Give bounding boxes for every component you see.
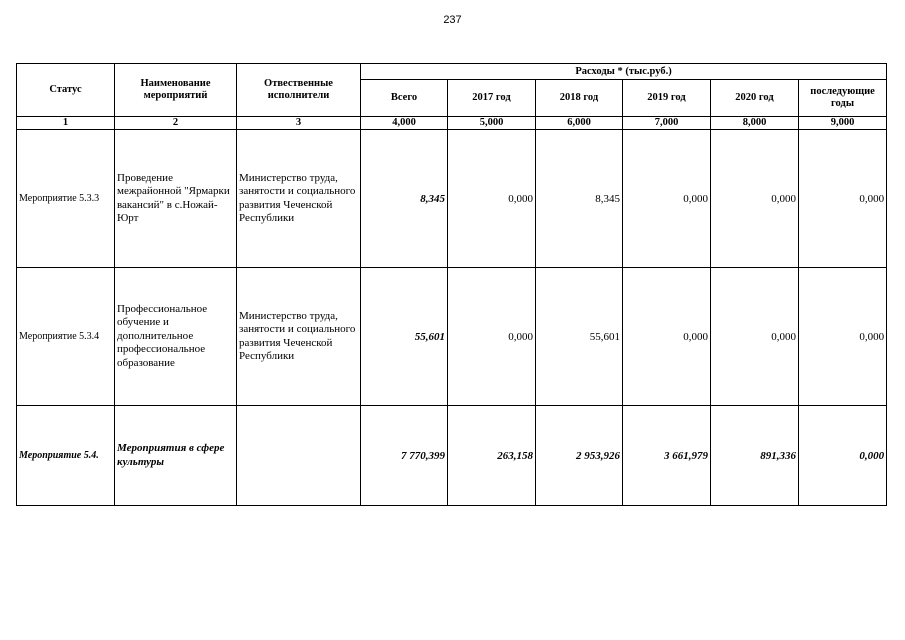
- row-name: Проведение межрайонной "Ярмарки вакансий" в с.Ножай-Юрт: [115, 130, 237, 268]
- row-2019: 0,000: [623, 130, 711, 268]
- row-2017: 0,000: [448, 268, 536, 406]
- row-2018: 8,345: [536, 130, 623, 268]
- row-following: 0,000: [799, 130, 887, 268]
- row-executor: Министерство труда, занятости и социального развития Чеченской Республики: [237, 130, 361, 268]
- row-2018: 2 953,926: [536, 406, 623, 506]
- table-row: [17, 406, 887, 506]
- row-following: 0,000: [799, 406, 887, 506]
- row-status: Мероприятие 5.3.4: [17, 268, 115, 406]
- header-expenses-group: Расходы * (тыс.руб.): [361, 64, 887, 80]
- header-2020: 2020 год: [711, 80, 799, 117]
- row-name: Профессиональное обучение и дополнительное профессиональное образование: [115, 268, 237, 406]
- header-status: Статус: [17, 64, 115, 117]
- column-number: 3: [237, 117, 361, 130]
- header-row-1: [17, 64, 887, 80]
- row-executor: [237, 406, 361, 506]
- row-2020: 0,000: [711, 130, 799, 268]
- row-2019: 3 661,979: [623, 406, 711, 506]
- column-number: 7,000: [623, 117, 711, 130]
- row-2020: 891,336: [711, 406, 799, 506]
- column-number: 2: [115, 117, 237, 130]
- row-following: 0,000: [799, 268, 887, 406]
- row-2018: 55,601: [536, 268, 623, 406]
- header-2018: 2018 год: [536, 80, 623, 117]
- page-number: 237: [443, 14, 462, 26]
- row-2017: 263,158: [448, 406, 536, 506]
- row-2017: 0,000: [448, 130, 536, 268]
- column-number: 4,000: [361, 117, 448, 130]
- budget-table: [16, 63, 887, 506]
- row-2019: 0,000: [623, 268, 711, 406]
- row-status: Мероприятие 5.4.: [17, 406, 115, 506]
- header-total: Всего: [361, 80, 448, 117]
- table-row: [17, 268, 887, 406]
- column-number: 1: [17, 117, 115, 130]
- row-executor: Министерство труда, занятости и социального развития Чеченской Республики: [237, 268, 361, 406]
- column-number-row: [17, 117, 887, 130]
- row-status: Мероприятие 5.3.3: [17, 130, 115, 268]
- header-executors: Отвественные исполнители: [237, 64, 361, 117]
- column-number: 6,000: [536, 117, 623, 130]
- column-number: 8,000: [711, 117, 799, 130]
- column-number: 9,000: [799, 117, 887, 130]
- row-total: 55,601: [361, 268, 448, 406]
- row-total: 8,345: [361, 130, 448, 268]
- header-following-years: [799, 80, 887, 117]
- table-row: [17, 130, 887, 268]
- column-number: 5,000: [448, 117, 536, 130]
- header-2017: 2017 год: [448, 80, 536, 117]
- header-name: Наименование мероприятий: [115, 64, 237, 117]
- row-name: Мероприятия в сфере культуры: [115, 406, 237, 506]
- row-total: 7 770,399: [361, 406, 448, 506]
- row-2020: 0,000: [711, 268, 799, 406]
- header-2019: 2019 год: [623, 80, 711, 117]
- header-following-text: последующие годы: [810, 86, 875, 109]
